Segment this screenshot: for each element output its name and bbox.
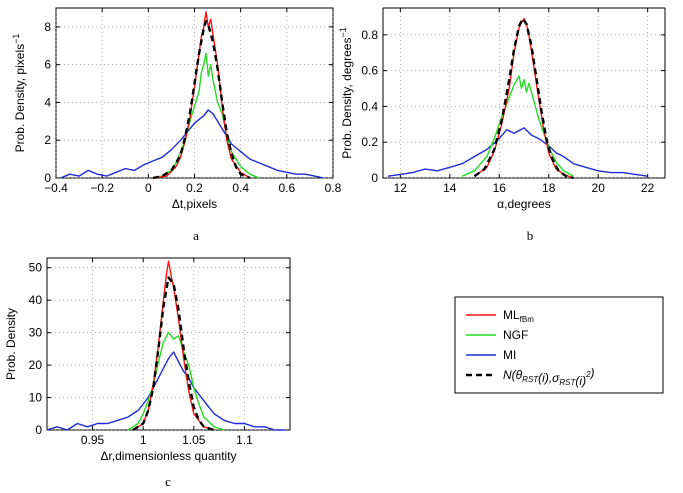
panel-a bbox=[11, 8, 342, 243]
x-tick-label: 1.05 bbox=[182, 433, 206, 447]
plot-area bbox=[383, 8, 665, 178]
x-tick-label: 0.4 bbox=[232, 181, 250, 195]
y-tick-label: 0 bbox=[44, 171, 51, 185]
y-tick-label: 50 bbox=[28, 260, 42, 275]
legend-item-normal-label: $N(\theta_{RST}(i),\sigma_{RST}(i)^2)$ bbox=[503, 366, 595, 388]
x-tick-label: 1.1 bbox=[236, 433, 253, 447]
x-tick-label: 0.95 bbox=[80, 433, 105, 447]
x-tick-label: −0.4 bbox=[44, 181, 68, 195]
x-tick-label: −0.2 bbox=[90, 181, 115, 195]
panel-a-caption: a bbox=[193, 228, 199, 243]
panel-b-plot bbox=[338, 8, 665, 211]
x-tick-label: 0.2 bbox=[186, 181, 203, 195]
y-axis-label: Prob. Density, pixels$^{-1}$ bbox=[11, 33, 27, 153]
x-tick-label: 0.6 bbox=[278, 181, 296, 195]
panel-c-plot bbox=[4, 258, 290, 463]
panel-b bbox=[338, 8, 665, 243]
y-tick-label: 8 bbox=[44, 19, 51, 34]
x-tick-label: 20 bbox=[591, 181, 605, 195]
legend-item-mlfbm-label: $ML_{fBm}$ bbox=[503, 308, 534, 324]
y-tick-label: 20 bbox=[28, 358, 42, 373]
y-tick-label: 0 bbox=[371, 171, 378, 185]
y-axis-label: Prob. Density bbox=[4, 307, 18, 381]
y-tick-label: 0.4 bbox=[361, 99, 378, 114]
y-tick-label: 0.8 bbox=[361, 27, 378, 42]
y-tick-label: 0 bbox=[35, 423, 42, 437]
y-tick-label: 10 bbox=[28, 390, 42, 405]
x-tick-label: 22 bbox=[641, 181, 655, 195]
panel-a-plot bbox=[11, 8, 342, 211]
y-axis-label-exponent: −1 bbox=[11, 33, 21, 44]
y-axis-label-exponent: −1 bbox=[338, 27, 348, 38]
legend-item-mi-label: MI bbox=[503, 348, 517, 362]
x-tick-label: 0 bbox=[144, 181, 152, 195]
x-axis-label: α,degrees bbox=[497, 197, 551, 211]
x-tick-label: 18 bbox=[542, 181, 556, 195]
x-tick-label: 14 bbox=[443, 181, 457, 195]
y-tick-label: 30 bbox=[28, 325, 42, 340]
legend bbox=[455, 297, 663, 393]
x-tick-label: 0.8 bbox=[324, 181, 342, 195]
panel-c-caption: c bbox=[165, 474, 171, 489]
legend-item-ngf-label: NGF bbox=[503, 328, 529, 342]
panel-b-caption: b bbox=[526, 228, 534, 243]
y-tick-label: 0.6 bbox=[361, 63, 378, 78]
y-tick-label: 6 bbox=[44, 57, 51, 72]
y-tick-label: 40 bbox=[28, 293, 42, 308]
y-tick-label: 4 bbox=[44, 95, 51, 110]
panel-c bbox=[4, 258, 290, 489]
y-tick-label: 2 bbox=[44, 133, 51, 148]
x-axis-label: Δt,pixels bbox=[171, 197, 218, 211]
x-tick-label: 16 bbox=[492, 181, 506, 195]
x-tick-label: 12 bbox=[393, 181, 407, 195]
y-axis-label: Prob. Density, degrees$^{-1}$ bbox=[338, 27, 354, 159]
x-axis-label: Δr,dimensionless quantity bbox=[100, 449, 237, 463]
y-tick-label: 0.2 bbox=[361, 135, 378, 150]
x-tick-label: 1 bbox=[139, 433, 147, 447]
